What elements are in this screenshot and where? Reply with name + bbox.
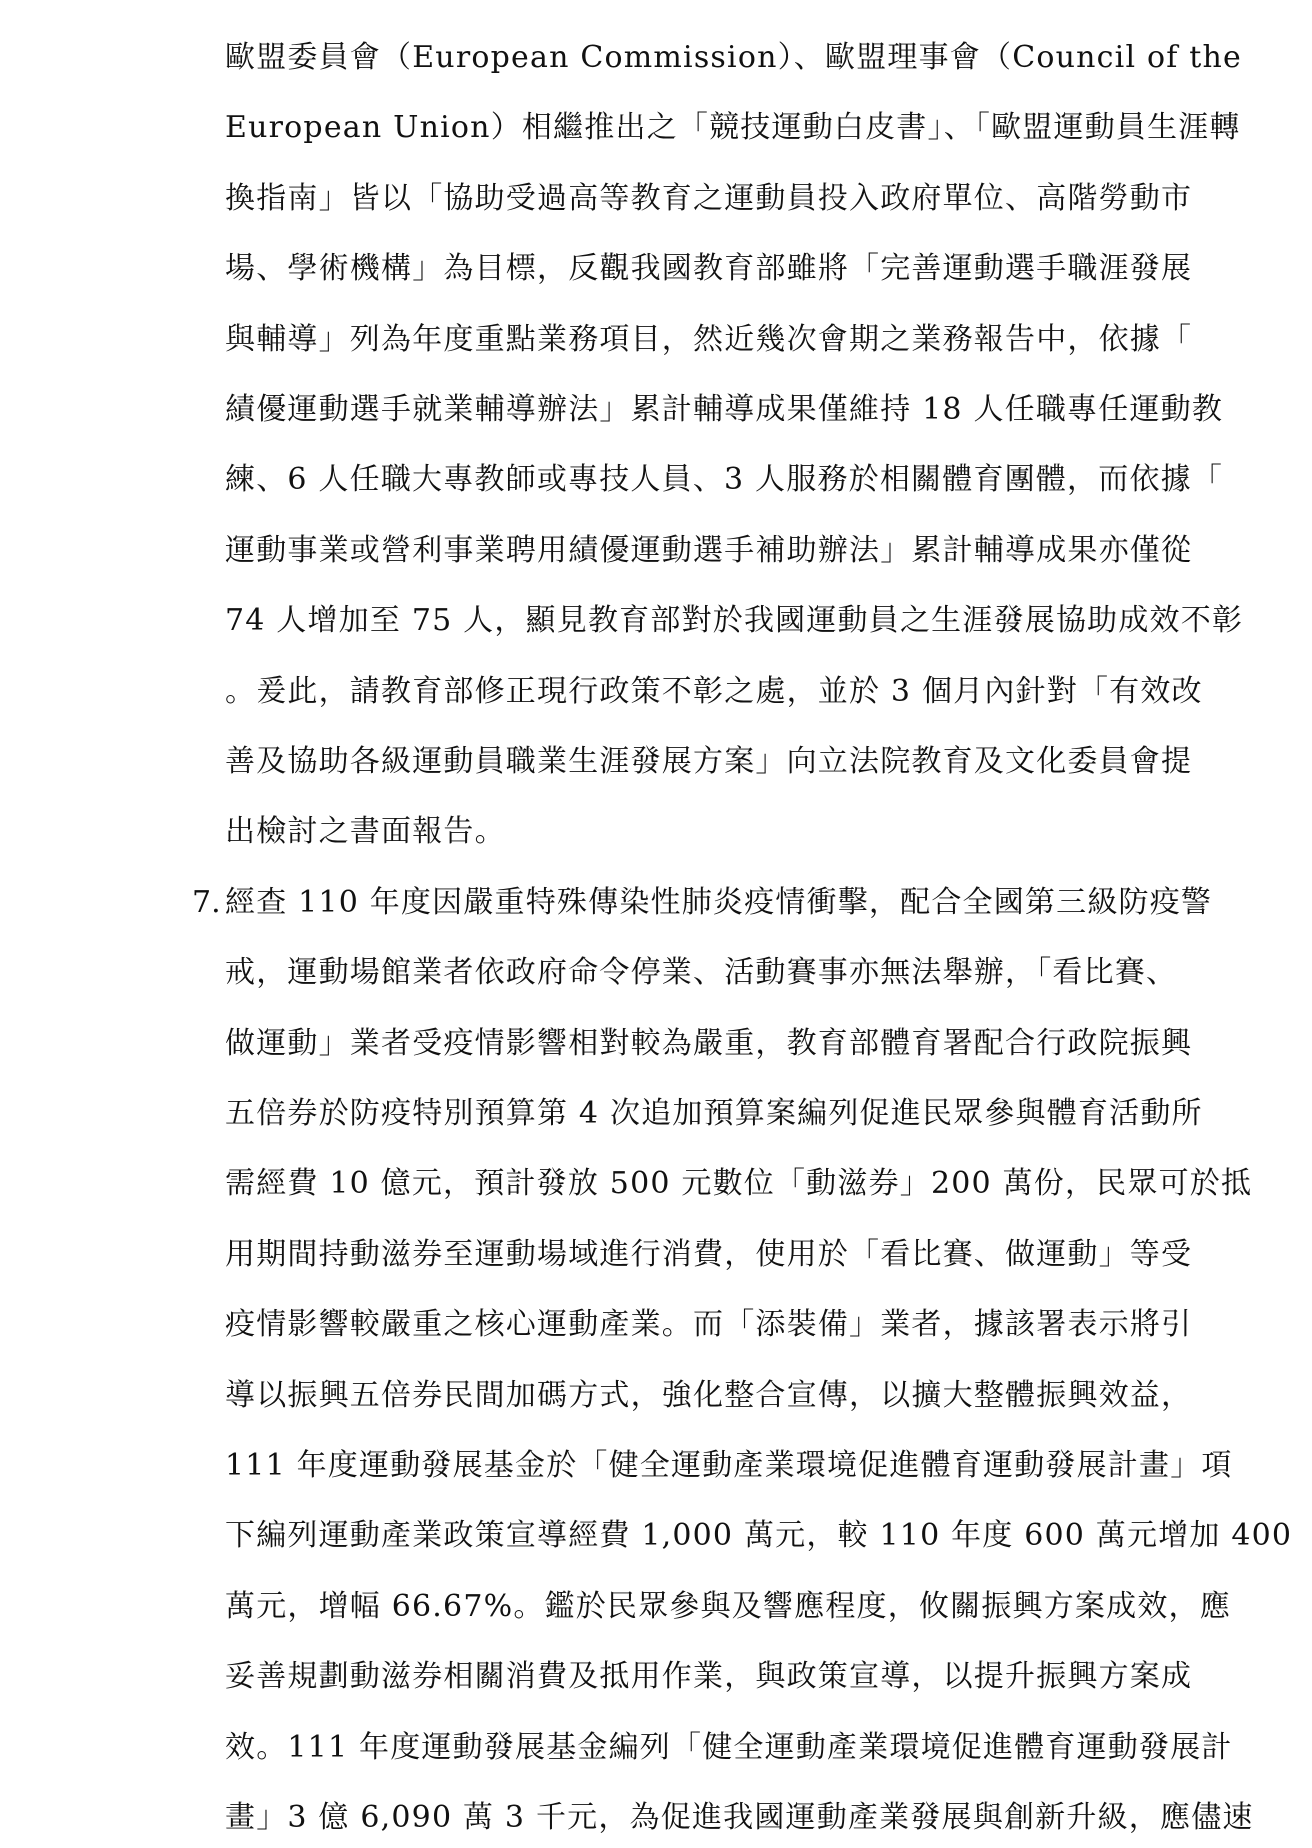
text-line: 做運動」業者受疫情影響相對較為嚴重，教育部體育署配合行政院振興: [225, 1026, 1193, 1061]
text-line: 出檢討之書面報告。: [225, 814, 506, 849]
text-line: 111 年度運動發展基金於「健全運動產業環境促進體育運動發展計畫」項: [225, 1448, 1233, 1483]
list-item-number: 7.: [192, 885, 221, 920]
text-line: 五倍券於防疫特別預算第 4 次追加預算案編列促進民眾參與體育活動所: [225, 1096, 1203, 1131]
text-line: 練、6 人任職大專教師或專技人員、3 人服務於相關體育團體，而依據「: [225, 462, 1224, 497]
text-line: 需經費 10 億元，預計發放 500 元數位「動滋券」200 萬份，民眾可於抵: [225, 1166, 1253, 1201]
text-line: 導以振興五倍券民間加碼方式，強化整合宣傳，以擴大整體振興效益，: [225, 1378, 1193, 1413]
text-line: 74 人增加至 75 人，顯見教育部對於我國運動員之生涯發展協助成效不彰: [225, 603, 1244, 638]
text-line: 。爰此，請教育部修正現行政策不彰之處，並於 3 個月內針對「有效改: [225, 674, 1203, 709]
text-line: 善及協助各級運動員職業生涯發展方案」向立法院教育及文化委員會提: [225, 744, 1193, 779]
text-line: 場、學術機構」為目標，反觀我國教育部雖將「完善運動選手職涯發展: [225, 251, 1193, 286]
text-line: 效。111 年度運動發展基金編列「健全運動產業環境促進體育運動發展計: [225, 1730, 1233, 1765]
text-line: 戒，運動場館業者依政府命令停業、活動賽事亦無法舉辦，「看比賽、: [225, 955, 1178, 990]
text-line: European Union）相繼推出之「競技運動白皮書」、「歐盟運動員生涯轉: [225, 110, 1241, 145]
text-line: 績優運動選手就業輔導辦法」累計輔導成果僅維持 18 人任職專任運動教: [225, 392, 1224, 427]
text-line: 經查 110 年度因嚴重特殊傳染性肺炎疫情衝擊，配合全國第三級防疫警: [225, 885, 1213, 920]
text-line: 妥善規劃動滋券相關消費及抵用作業，與政策宣導，以提升振興方案成: [225, 1659, 1193, 1694]
text-line: 與輔導」列為年度重點業務項目，然近幾次會期之業務報告中，依據「: [225, 322, 1193, 357]
text-line: 萬元，增幅 66.67%。鑑於民眾參與及響應程度，攸關振興方案成效，應: [225, 1589, 1231, 1624]
text-line: 畫」3 億 6,090 萬 3 千元，為促進我國運動產業發展與創新升級，應儘速: [225, 1800, 1254, 1835]
text-line: 運動事業或營利事業聘用績優運動選手補助辦法」累計輔導成果亦僅從: [225, 533, 1193, 568]
text-line: 疫情影響較嚴重之核心運動產業。而「添裝備」業者，據該署表示將引: [225, 1307, 1193, 1342]
text-line: 下編列運動產業政策宣導經費 1,000 萬元，較 110 年度 600 萬元增加 400: [225, 1518, 1293, 1553]
text-line: 歐盟委員會（European Commission）、歐盟理事會（Council of the: [225, 40, 1243, 75]
text-line: 換指南」皆以「協助受過高等教育之運動員投入政府單位、高階勞動市: [225, 181, 1193, 216]
text-line: 用期間持動滋券至運動場域進行消費，使用於「看比賽、做運動」等受: [225, 1237, 1193, 1272]
